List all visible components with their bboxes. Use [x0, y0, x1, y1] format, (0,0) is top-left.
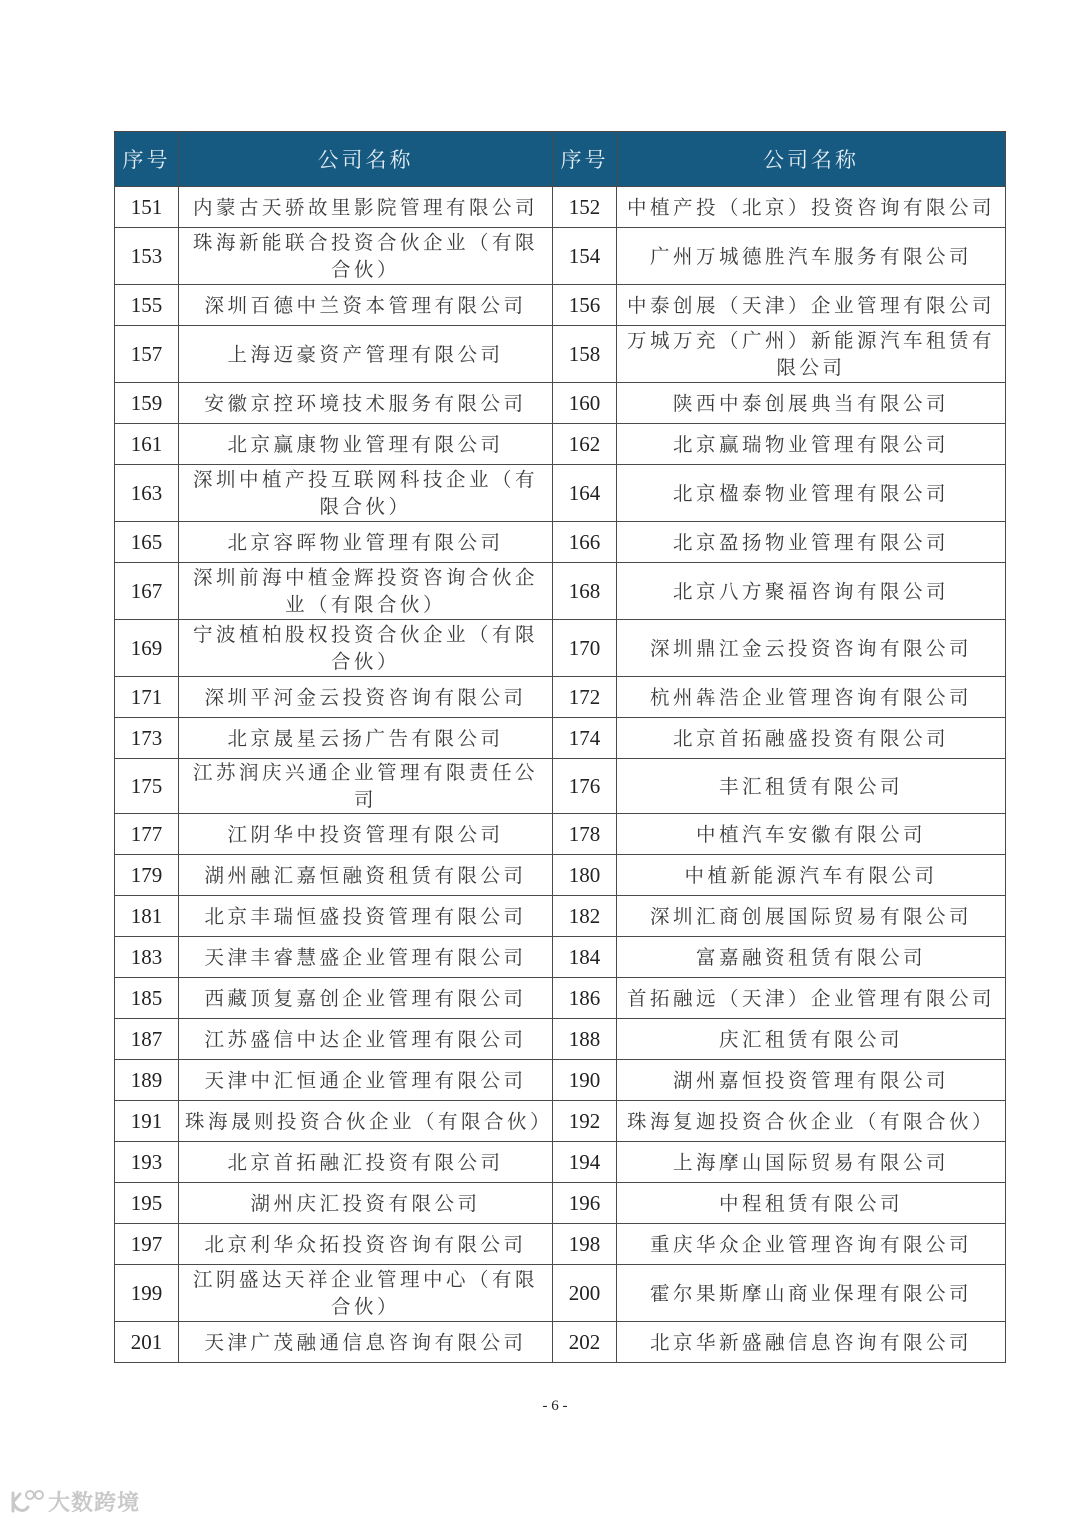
seq-cell: 183 [115, 937, 179, 978]
table-row [115, 896, 1006, 937]
seq-cell: 173 [115, 718, 179, 759]
company-name-cell: 湖州融汇嘉恒融资租赁有限公司 [179, 855, 553, 896]
company-name-cell: 深圳鼎江金云投资咨询有限公司 [617, 620, 1006, 677]
seq-cell: 160 [553, 383, 617, 424]
seq-cell: 196 [553, 1183, 617, 1224]
company-name-cell: 江苏润庆兴通企业管理有限责任公司 [179, 759, 553, 814]
company-name-cell: 北京八方聚福咨询有限公司 [617, 563, 1006, 620]
company-name-cell: 北京首拓融盛投资有限公司 [617, 718, 1006, 759]
table-row [115, 424, 1006, 465]
seq-cell: 194 [553, 1142, 617, 1183]
company-name-cell: 江阴盛达天祥企业管理中心（有限合伙） [179, 1265, 553, 1322]
table-row [115, 563, 1006, 620]
seq-cell: 177 [115, 814, 179, 855]
company-name-cell: 北京华新盛融信息咨询有限公司 [617, 1322, 1006, 1363]
watermark [10, 1486, 140, 1517]
company-list-table [114, 131, 1006, 1363]
company-name-cell: 陕西中泰创展典当有限公司 [617, 383, 1006, 424]
table-header-row [115, 132, 1006, 187]
header-seq-right: 序号 [553, 132, 617, 187]
company-name-cell: 北京赢瑞物业管理有限公司 [617, 424, 1006, 465]
company-name-cell: 江阴华中投资管理有限公司 [179, 814, 553, 855]
company-name-cell: 万城万充（广州）新能源汽车租赁有限公司 [617, 326, 1006, 383]
table-row [115, 855, 1006, 896]
company-name-cell: 北京盈扬物业管理有限公司 [617, 522, 1006, 563]
company-name-cell: 珠海晟则投资合伙企业（有限合伙） [179, 1101, 553, 1142]
seq-cell: 179 [115, 855, 179, 896]
company-name-cell: 中程租赁有限公司 [617, 1183, 1006, 1224]
company-name-cell: 首拓融远（天津）企业管理有限公司 [617, 978, 1006, 1019]
company-name-cell: 中泰创展（天津）企业管理有限公司 [617, 285, 1006, 326]
seq-cell: 180 [553, 855, 617, 896]
company-name-cell: 北京赢康物业管理有限公司 [179, 424, 553, 465]
seq-cell: 174 [553, 718, 617, 759]
seq-cell: 169 [115, 620, 179, 677]
company-name-cell: 上海迈豪资产管理有限公司 [179, 326, 553, 383]
company-name-cell: 珠海复迦投资合伙企业（有限合伙） [617, 1101, 1006, 1142]
table-row [115, 978, 1006, 1019]
table-row [115, 1265, 1006, 1322]
seq-cell: 187 [115, 1019, 179, 1060]
seq-cell: 153 [115, 228, 179, 285]
seq-cell: 168 [553, 563, 617, 620]
header-company-name-left: 公司名称 [179, 132, 553, 187]
company-name-cell: 上海摩山国际贸易有限公司 [617, 1142, 1006, 1183]
seq-cell: 193 [115, 1142, 179, 1183]
company-name-cell: 中植汽车安徽有限公司 [617, 814, 1006, 855]
table-row [115, 620, 1006, 677]
table-row [115, 383, 1006, 424]
company-name-cell: 北京容晖物业管理有限公司 [179, 522, 553, 563]
table-row [115, 1060, 1006, 1101]
seq-cell: 200 [553, 1265, 617, 1322]
table-row [115, 814, 1006, 855]
table-row [115, 285, 1006, 326]
seq-cell: 199 [115, 1265, 179, 1322]
seq-cell: 164 [553, 465, 617, 522]
company-name-cell: 中植产投（北京）投资咨询有限公司 [617, 187, 1006, 228]
company-name-cell: 广州万城德胜汽车服务有限公司 [617, 228, 1006, 285]
company-name-cell: 湖州嘉恒投资管理有限公司 [617, 1060, 1006, 1101]
seq-cell: 157 [115, 326, 179, 383]
seq-cell: 172 [553, 677, 617, 718]
company-name-cell: 天津中汇恒通企业管理有限公司 [179, 1060, 553, 1101]
company-name-cell: 宁波植柏股权投资合伙企业（有限合伙） [179, 620, 553, 677]
seq-cell: 185 [115, 978, 179, 1019]
company-name-cell: 丰汇租赁有限公司 [617, 759, 1006, 814]
table-row [115, 187, 1006, 228]
company-name-cell: 天津广茂融通信息咨询有限公司 [179, 1322, 553, 1363]
table-row [115, 228, 1006, 285]
company-name-cell: 北京晟星云扬广告有限公司 [179, 718, 553, 759]
seq-cell: 176 [553, 759, 617, 814]
seq-cell: 197 [115, 1224, 179, 1265]
company-name-cell: 深圳汇商创展国际贸易有限公司 [617, 896, 1006, 937]
table-row [115, 759, 1006, 814]
table-row [115, 1101, 1006, 1142]
seq-cell: 156 [553, 285, 617, 326]
header-seq-left: 序号 [115, 132, 179, 187]
table-row [115, 1224, 1006, 1265]
company-name-cell: 安徽京控环境技术服务有限公司 [179, 383, 553, 424]
page-number: - 6 - [542, 1398, 568, 1414]
company-name-cell: 内蒙古天骄故里影院管理有限公司 [179, 187, 553, 228]
company-name-cell: 北京首拓融汇投资有限公司 [179, 1142, 553, 1183]
seq-cell: 184 [553, 937, 617, 978]
company-name-cell: 西藏顶复嘉创企业管理有限公司 [179, 978, 553, 1019]
company-name-cell: 天津丰睿慧盛企业管理有限公司 [179, 937, 553, 978]
table-row [115, 937, 1006, 978]
table-row [115, 1019, 1006, 1060]
seq-cell: 171 [115, 677, 179, 718]
company-name-cell: 深圳百德中兰资本管理有限公司 [179, 285, 553, 326]
seq-cell: 182 [553, 896, 617, 937]
seq-cell: 161 [115, 424, 179, 465]
table-row [115, 465, 1006, 522]
company-name-cell: 中植新能源汽车有限公司 [617, 855, 1006, 896]
table-row [115, 718, 1006, 759]
seq-cell: 181 [115, 896, 179, 937]
table-row [115, 326, 1006, 383]
seq-cell: 201 [115, 1322, 179, 1363]
table-row [115, 677, 1006, 718]
seq-cell: 167 [115, 563, 179, 620]
table-row [115, 1183, 1006, 1224]
seq-cell: 188 [553, 1019, 617, 1060]
seq-cell: 186 [553, 978, 617, 1019]
company-name-cell: 北京丰瑞恒盛投资管理有限公司 [179, 896, 553, 937]
table-row [115, 1322, 1006, 1363]
company-name-cell: 深圳平河金云投资咨询有限公司 [179, 677, 553, 718]
seq-cell: 165 [115, 522, 179, 563]
seq-cell: 190 [553, 1060, 617, 1101]
watermark-text: 大数跨境 [48, 1491, 141, 1516]
table-row [115, 1142, 1006, 1183]
company-name-cell: 湖州庆汇投资有限公司 [179, 1183, 553, 1224]
company-name-cell: 江苏盛信中达企业管理有限公司 [179, 1019, 553, 1060]
seq-cell: 159 [115, 383, 179, 424]
seq-cell: 155 [115, 285, 179, 326]
kuajing-logo-icon [10, 1489, 44, 1515]
seq-cell: 151 [115, 187, 179, 228]
seq-cell: 163 [115, 465, 179, 522]
seq-cell: 191 [115, 1101, 179, 1142]
company-name-cell: 庆汇租赁有限公司 [617, 1019, 1006, 1060]
table-row [115, 522, 1006, 563]
seq-cell: 162 [553, 424, 617, 465]
seq-cell: 198 [553, 1224, 617, 1265]
seq-cell: 158 [553, 326, 617, 383]
company-name-cell: 霍尔果斯摩山商业保理有限公司 [617, 1265, 1006, 1322]
company-name-cell: 北京楹泰物业管理有限公司 [617, 465, 1006, 522]
seq-cell: 202 [553, 1322, 617, 1363]
company-name-cell: 北京利华众拓投资咨询有限公司 [179, 1224, 553, 1265]
seq-cell: 170 [553, 620, 617, 677]
company-name-cell: 重庆华众企业管理咨询有限公司 [617, 1224, 1006, 1265]
seq-cell: 166 [553, 522, 617, 563]
seq-cell: 189 [115, 1060, 179, 1101]
seq-cell: 175 [115, 759, 179, 814]
company-name-cell: 深圳中植产投互联网科技企业（有限合伙） [179, 465, 553, 522]
company-name-cell: 杭州犇浩企业管理咨询有限公司 [617, 677, 1006, 718]
seq-cell: 154 [553, 228, 617, 285]
seq-cell: 195 [115, 1183, 179, 1224]
seq-cell: 152 [553, 187, 617, 228]
company-name-cell: 深圳前海中植金辉投资咨询合伙企业（有限合伙） [179, 563, 553, 620]
seq-cell: 178 [553, 814, 617, 855]
header-company-name-right: 公司名称 [617, 132, 1006, 187]
company-name-cell: 珠海新能联合投资合伙企业（有限合伙） [179, 228, 553, 285]
seq-cell: 192 [553, 1101, 617, 1142]
company-name-cell: 富嘉融资租赁有限公司 [617, 937, 1006, 978]
table-body [115, 187, 1006, 1363]
